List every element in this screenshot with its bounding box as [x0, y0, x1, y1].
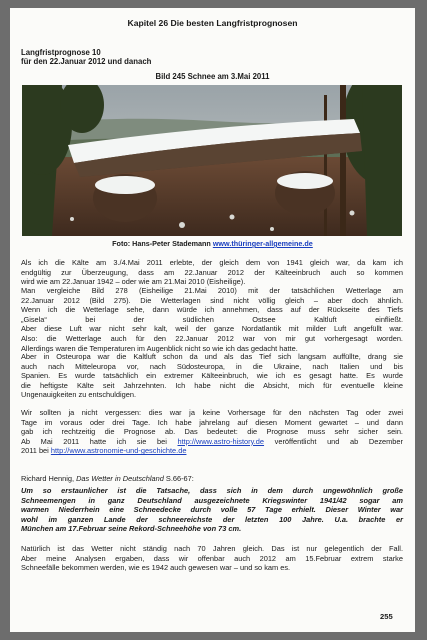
caption-credit: Foto: Hans-Peter Stademann	[112, 239, 211, 248]
text-line: Ab Mai 2011 hatte ich sie bei http://www.astro-history.de veröffentlicht und ab Dezember	[21, 436, 403, 446]
text-line: Um so erstaunlicher ist die Tatsache, dass sich in dem durch ungewöhnlich große	[21, 486, 403, 495]
book-title: Das Wetter in Deutschland	[76, 474, 164, 483]
text-line: Aber in Osteuropa war die Kaltluft schon da und als das Tief sich langsam auffüllte, drang sie	[21, 352, 403, 361]
text-line: Als ich die Kälte am 3./4.Mai 2011 erlebte, der gleich dem von 1941 gleich war, da kam ich	[21, 258, 403, 267]
web-link[interactable]: http://www.astronomie-und-geschichte.de	[50, 446, 187, 456]
text-line: gab ich rechtzeitig die Prognose ab. Das bedeutet: die Prognose muss sehr sicher sein.	[21, 427, 403, 437]
paragraph	[21, 258, 403, 287]
text-line: Richard Hennig, Das Wetter in Deutschland S.66-67:	[21, 474, 194, 483]
text-line: Spanien. Es wurde tatsächlich ein extremer Kälteeinbruch, wie ich es gesagt hatte. Es wurde	[21, 371, 403, 381]
caption-link[interactable]: www.thüringer-allgemeine.de	[212, 239, 313, 248]
text-line: Schneefälle bekommen werden, wie es 1942 auch gewesen war – und so kam es.	[21, 563, 291, 573]
text-line: Aber diese Luft war nicht sehr kalt, weil der ganze Nordatlantik mit milder Luft angefüllt war.	[21, 324, 403, 334]
text-line: München am 17.Februar seine Rekord-Schneehöhe von 73 cm.	[21, 524, 242, 534]
paragraph	[21, 474, 403, 484]
text-line: wird wie am 22.Januar 1942 – oder wie am 21.Mai 2010 (Eisheilige).	[21, 277, 246, 287]
web-link[interactable]: http://www.astro-history.de	[177, 436, 265, 446]
chapter-title: Kapitel 26 Die besten Langfristprognosen	[127, 18, 298, 28]
forecast-subtitle: für den 22.Januar 2012 und danach	[21, 57, 152, 66]
text-line: Allerdings waren die Temperaturen im Augenblick nicht so wie ich das gedacht hatte.	[21, 343, 298, 353]
text-line: Ungenauigkeiten zu entschuldigen.	[21, 390, 137, 400]
paragraph	[21, 544, 403, 573]
photo-caption	[10, 239, 415, 248]
paragraph	[21, 408, 403, 456]
page-number: 255	[380, 612, 393, 621]
paragraph	[21, 486, 403, 534]
book-page	[10, 8, 415, 632]
text-line: wohl im ganzen Lande der schneereichste der letzten 100 Jahre. U.a. brachte er	[21, 514, 403, 524]
text-line: auch nach Mitteleuropa vor, nach Südosteuropa, in die Ukraine, nach Italien und bis	[21, 361, 403, 371]
text-line: Wenn ich die Wetterlage sehe, dann würde ich annehmen, dass auf der Rückseite des Tiefs	[21, 305, 403, 315]
text-line: die heftigste Kälte seit Jahrzehnten. Ich habe nicht die Absicht, mich für eventuelle kleine	[21, 380, 403, 390]
text-line: warmen Niederrhein eine Schneedecke durch volle 57 Tage erhielt. Dieser Winter war	[21, 505, 403, 515]
text-line: Wir sollten ja nicht vergessen: dies war ja keine Vorhersage für den nächsten Tag oder zwei	[21, 408, 403, 417]
text-line: Schneemengen in ganz Deutschland ausgezeichnete Kriegswinter 1941/42 sogar am	[21, 495, 403, 505]
text-line: Man vergleiche Bild 278 (Eisheilige 21.Mai 2010) mit der tatsächlichen Wetterlage am	[21, 286, 403, 295]
text-line: „Gisela“ bei der südlichen Ostsee Kaltluft einfließt.	[21, 314, 403, 324]
text-line: Tage im voraus oder drei Tage. Ich habe jahrelang auf diesen Moment gewartet – und dann	[21, 417, 403, 427]
text-line: Also: die Wetterlage auch für den 22.Januar 2012 war von mir gut vorhergesagt worden.	[21, 333, 403, 343]
forecast-title: Langfristprognose 10	[21, 48, 101, 57]
text-line: 2011 bei http://www.astronomie-und-geschichte.de	[21, 446, 187, 456]
text-line: 22.Januar 2012 (Bild 275). Die Wetterlagen sind nicht völlig gleich – aber doch ähnlich.	[21, 295, 403, 305]
text-line: endgültig zur Überzeugung, dass am 22.Januar 2012 der Kälteeinbruch auch so kommen	[21, 267, 403, 277]
snow-bench-photo	[22, 85, 402, 236]
image-title: Bild 245 Schnee am 3.Mai 2011	[155, 72, 270, 81]
paragraph	[21, 286, 403, 353]
text-line: Natürlich ist das Wetter nicht ständig nach 70 Jahren gleich. Das ist nur gelegentlich der Fall.	[21, 544, 403, 553]
text-line: Aber meine Analysen ergaben, dass wir offenbar auch 2012 am 15.Februar extrem starke	[21, 553, 403, 563]
paragraph	[21, 352, 403, 400]
